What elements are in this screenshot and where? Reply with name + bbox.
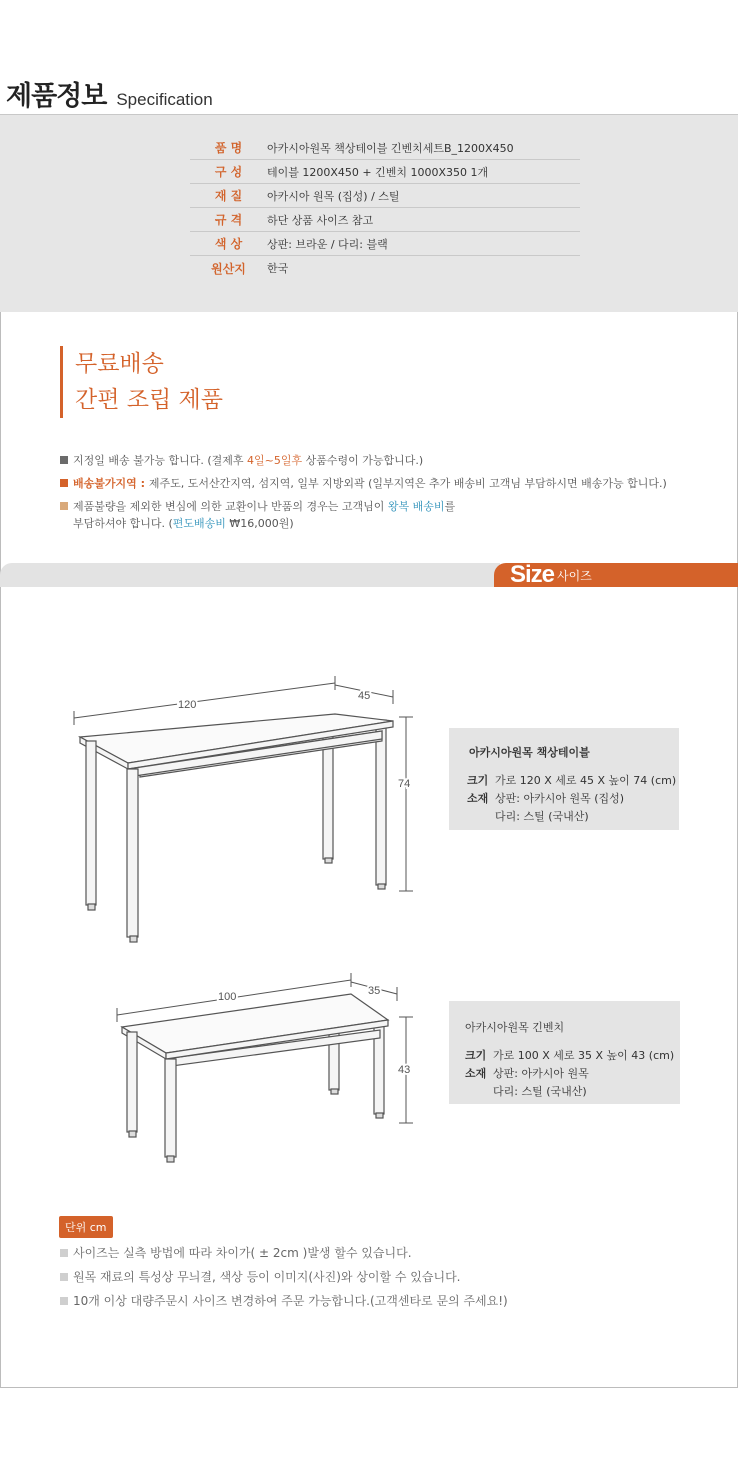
bottom-notes xyxy=(60,1245,508,1317)
promo-free-shipping: 무료배송 xyxy=(75,351,164,377)
bench-material-leg: 다리: 스틸 (국내산) xyxy=(493,1085,587,1098)
bench-width-label: 100 xyxy=(218,991,237,1003)
spec-row xyxy=(190,160,580,184)
front-left-leg xyxy=(86,741,96,905)
bullet-icon xyxy=(60,479,68,487)
bullet-icon xyxy=(60,1249,68,1257)
spec-row xyxy=(190,208,580,232)
promo-block xyxy=(60,346,223,418)
front-left-leg xyxy=(127,1032,137,1132)
notice-delivery-date: 지정일 배송 불가능 합니다. (결제후 4일~5일후 상품수령이 가능합니다.) xyxy=(60,452,710,469)
table-width-label: 120 xyxy=(178,699,197,711)
title-korean: 제품정보 xyxy=(6,81,107,112)
page-title xyxy=(6,74,213,113)
size-label-en: Size xyxy=(510,561,555,588)
table-info-box: 아카시아원목 책상테이블 크기 가로 120 X 세로 45 X 높이 74 (cm) 소재 상판: 아카시아 원목 (집성) 다리: 스틸 (국내산) xyxy=(449,728,679,830)
title-english: Specification xyxy=(116,90,213,109)
table-size-value: 가로 120 X 세로 45 X 높이 74 (cm) xyxy=(495,774,677,787)
bench-diagram xyxy=(108,970,420,1170)
spec-row xyxy=(190,136,580,160)
table-depth-label: 45 xyxy=(358,690,371,702)
spec-row xyxy=(190,256,580,280)
spec-value: 아카시아 원목 (집성) / 스틸 xyxy=(267,189,400,203)
table-height-label: 74 xyxy=(398,778,411,790)
spec-value: 아카시아원목 책상테이블 긴벤치세트B_1200X450 xyxy=(267,141,514,155)
front-right-leg xyxy=(165,1059,176,1157)
list-item: 사이즈는 실측 방법에 따라 차이가( ± 2cm )발생 할수 있습니다. xyxy=(60,1245,508,1262)
bench-size-value: 가로 100 X 세로 35 X 높이 43 (cm) xyxy=(493,1049,675,1062)
back-left-leg xyxy=(323,733,333,859)
promo-easy-assembly: 간편 조립 제품 xyxy=(75,387,223,413)
spec-key: 원산지 xyxy=(211,261,246,276)
spec-value: 상판: 브라운 / 다리: 블랙 xyxy=(267,237,388,251)
bullet-icon xyxy=(60,1297,68,1305)
bullet-icon xyxy=(60,456,68,464)
bench-info-box: 아카시아원목 긴벤치 크기 가로 100 X 세로 35 X 높이 43 (cm) 소재 상판: 아카시아 원목 다리: 스틸 (국내산) xyxy=(449,1001,680,1104)
list-item: 원목 재료의 특성상 무늬결, 색상 등이 이미지(사진)와 상이할 수 있습니다. xyxy=(60,1269,508,1286)
one-way-fee: 편도배송비 xyxy=(172,517,226,530)
bench-name: 아카시아원목 긴벤치 xyxy=(465,1021,565,1034)
bench-depth-label: 35 xyxy=(368,985,381,997)
front-right-leg xyxy=(127,769,138,937)
spec-key: 색 상 xyxy=(214,237,243,251)
width-dimension-line xyxy=(74,683,335,718)
spec-value: 한국 xyxy=(267,262,289,275)
spec-key: 재 질 xyxy=(214,189,243,203)
table-diagram xyxy=(60,675,420,950)
size-section-bar xyxy=(0,563,738,587)
spec-row xyxy=(190,232,580,256)
list-item: 10개 이상 대량주문시 사이즈 변경하여 주문 가능합니다.(고객센타로 문의 주세요!) xyxy=(60,1293,508,1310)
shipping-notices xyxy=(60,452,710,538)
notice-return-policy: 제품불량을 제외한 변심에 의한 교환이나 반품의 경우는 고객님이 왕복 배송비를 부담하셔야 합니다. (편도배송비 ₩16,000원) xyxy=(60,498,710,532)
round-trip-fee: 왕복 배송비 xyxy=(387,500,445,513)
unit-badge: 단위 cm xyxy=(59,1216,113,1238)
bench-height-label: 43 xyxy=(398,1064,411,1076)
bench-material-top: 상판: 아카시아 원목 xyxy=(493,1067,589,1080)
notice-no-delivery-area: 배송불가지역 : 제주도, 도서산간지역, 섬지역, 일부 지방외곽 (일부지역은 추가 배송비 고객님 부담하시면 배송가능 합니다.) xyxy=(60,475,710,492)
spec-key: 품 명 xyxy=(214,141,243,155)
bullet-icon xyxy=(60,502,68,510)
spec-row xyxy=(190,184,580,208)
spec-value: 하단 상품 사이즈 참고 xyxy=(267,213,374,227)
delivery-days: 4일~5일후 xyxy=(247,454,303,467)
back-right-leg xyxy=(376,720,386,885)
bullet-icon xyxy=(60,1273,68,1281)
table-name: 아카시아원목 책상테이블 xyxy=(469,746,590,759)
spec-value: 테이블 1200X450 + 긴벤치 1000X350 1개 xyxy=(267,165,489,179)
table-material-leg: 다리: 스틸 (국내산) xyxy=(495,810,589,823)
spec-table xyxy=(190,136,580,280)
size-label-ko: 사이즈 xyxy=(557,569,592,583)
no-delivery-label: 배송불가지역 : xyxy=(73,477,149,490)
spec-key: 구 성 xyxy=(214,165,243,179)
spec-key: 규 격 xyxy=(214,213,243,227)
table-material-top: 상판: 아카시아 원목 (집성) xyxy=(495,792,625,805)
